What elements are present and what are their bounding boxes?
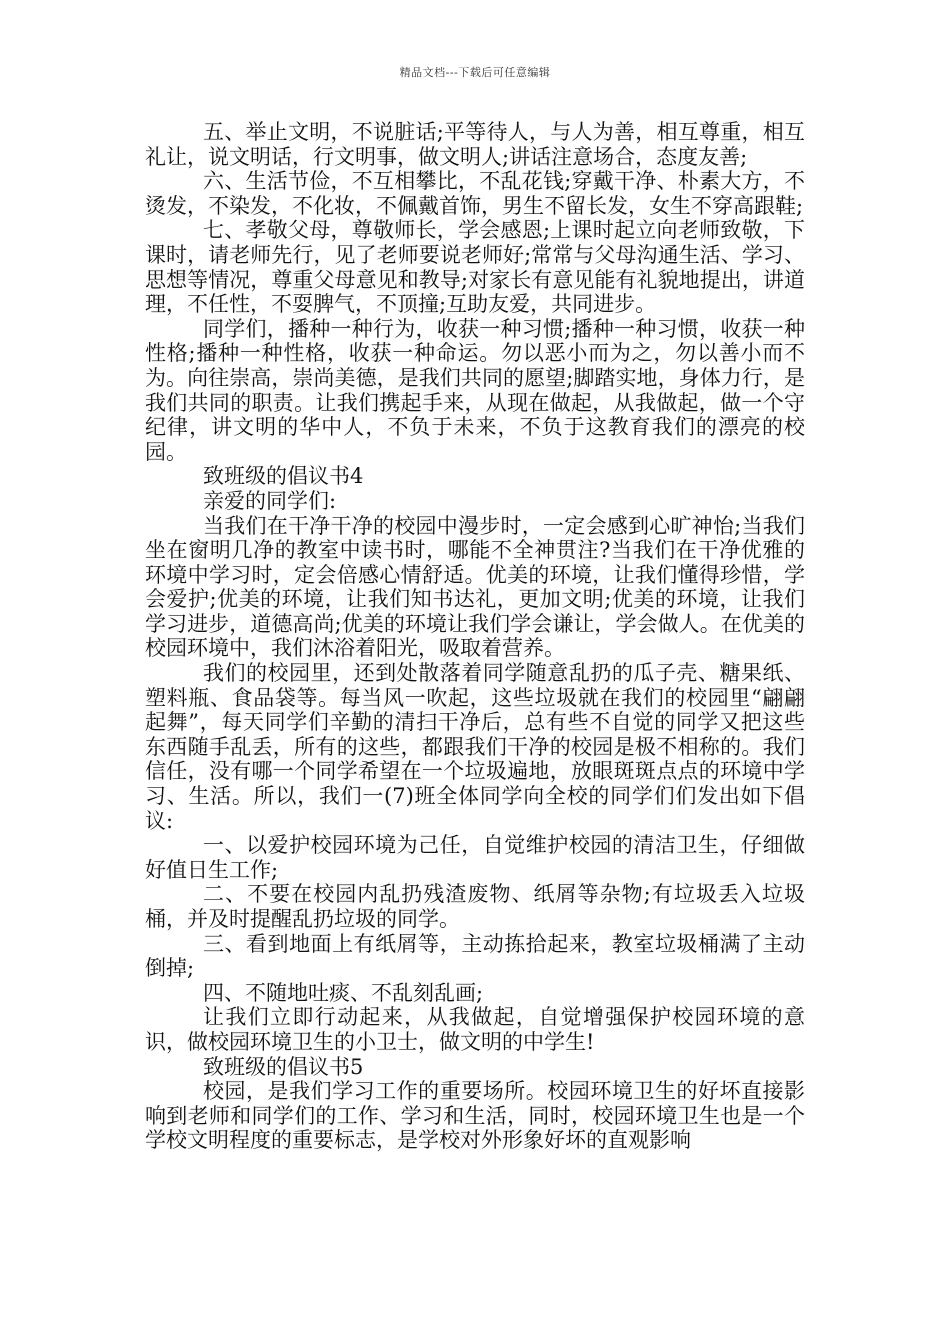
paragraph-call-to-action: 让我们立即行动起来，从我做起，自觉增强保护校园环境的意识，做校园环境卫生的小卫士，做文明的中学生!	[145, 1005, 805, 1054]
paragraph-7: 七、孝敬父母，尊敬师长，学会感恩;上课时起立向老师致敬，下课时，请老师先行，见了老师要说老师好;常常与父母沟通生活、学习、思想等情况，尊重父母意见和教导;对家长有意见能有礼貌地提出，讲道理，不任性，不耍脾气，不顶撞;互助友爱，共同进步。	[145, 218, 805, 317]
proposal-4: 四、不随地吐痰、不乱刻乱画;	[203, 980, 484, 1005]
paragraph-section-5: 校园，是我们学习工作的重要场所。校园环境卫生的好坏直接影响到老师和同学们的工作、学习和生活，同时，校园环境卫生也是一个学校文明程度的重要标志，是学校对外形象好坏的直观影响	[145, 1079, 805, 1153]
paragraph-5: 五、举止文明，不说脏话;平等待人，与人为善，相互尊重，相互礼让，说文明话，行文明事，做文明人;讲话注意场合，态度友善;	[145, 120, 805, 169]
proposal-3: 三、看到地面上有纸屑等，主动拣拾起来，教室垃圾桶满了主动倒掉;	[145, 931, 805, 981]
section-heading-4: 致班级的倡议书4	[203, 464, 364, 489]
paragraph-intro: 当我们在干净干净的校园中漫步时，一定会感到心旷神怡;当我们坐在窗明几净的教室中读书时，哪能不全神贯注?当我们在干净优雅的环境中学习时，定会倍感心情舒适。优美的环境，让我们懂得珍惜，学会爱护;优美的环境，让我们知书达礼，更加文明;优美的环境，让我们学习进步，道德高尚;优美的环境让我们学会谦让，学会做人。在优美的校园环境中，我们沐浴着阳光，吸取着营养。	[145, 513, 805, 661]
salutation: 亲爱的同学们:	[203, 488, 337, 513]
page-header: 精品文档---下载后可任意编辑	[399, 66, 551, 79]
proposal-2: 二、不要在校园内乱扔残渣废物、纸屑等杂物;有垃圾丢入垃圾桶，并及时提醒乱扔垃圾的同学。	[145, 882, 805, 931]
paragraph-campus: 我们的校园里，还到处散落着同学随意乱扔的瓜子壳、糖果纸、塑料瓶、食品袋等。每当风一吹起，这些垃圾就在我们的校园里“翩翩起舞”，每天同学们辛勤的清扫干净后，总有些不自觉的同学又把这些东西随手乱丢，所有的这些，都跟我们干净的校园是极不相称的。我们信任，没有哪一个同学希望在一个垃圾遍地，放眼斑斑点点的环境中学习、生活。所以，我们一(7)班全体同学向全校的同学们们发出如下倡议:	[145, 661, 805, 833]
proposal-1: 一、以爱护校园环境为己任，自觉维护校园的清洁卫生，仔细做好值日生工作;	[145, 833, 805, 882]
paragraph-6: 六、生活节俭，不互相攀比，不乱花钱;穿戴干净、朴素大方，不烫发，不染发，不化妆，不佩戴首饰，男生不留长发，女生不穿高跟鞋;	[145, 169, 805, 218]
section-heading-5: 致班级的倡议书5	[203, 1054, 364, 1079]
document-body	[145, 120, 805, 1153]
paragraph-closing: 同学们，播种一种行为，收获一种习惯;播种一种习惯，收获一种性格;播种一种性格，收获一种命运。勿以恶小而为之，勿以善小而不为。向往崇高，崇尚美德，是我们共同的愿望;脚踏实地，身体力行，是我们共同的职责。让我们携起手来，从现在做起，从我做起，做一个守纪律，讲文明的华中人，不负于未来，不负于这教育我们的漂亮的校园。	[145, 316, 805, 464]
